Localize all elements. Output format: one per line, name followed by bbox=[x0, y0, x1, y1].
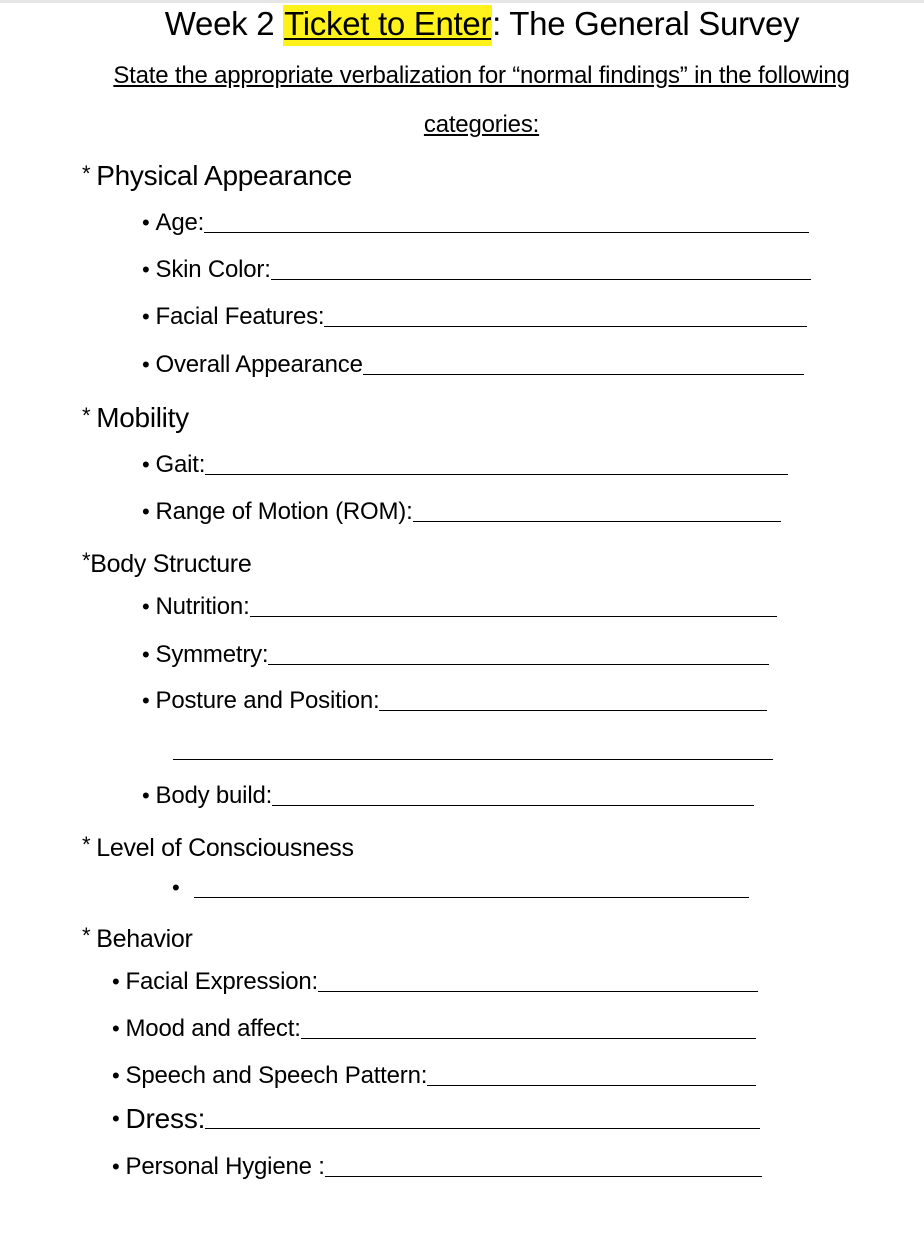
answer-line-age[interactable] bbox=[204, 231, 809, 233]
field-range-of-motion bbox=[142, 497, 781, 527]
instructions-line-2: categories: bbox=[423, 111, 540, 138]
field-label: Overall Appearance bbox=[155, 351, 363, 378]
field-label: Body build: bbox=[155, 782, 273, 809]
heading-label: Physical Appearance bbox=[96, 160, 353, 191]
bullet: • bbox=[142, 304, 150, 329]
bullet: • bbox=[172, 875, 180, 900]
field-label: Facial Expression: bbox=[125, 968, 318, 995]
field-personal-hygiene bbox=[112, 1152, 762, 1182]
bullet: • bbox=[142, 594, 150, 619]
field-label: Age: bbox=[155, 209, 205, 236]
answer-line-facial-features[interactable] bbox=[324, 325, 807, 327]
bullet: • bbox=[142, 352, 150, 377]
field-nutrition bbox=[142, 592, 777, 622]
heading-star: * bbox=[82, 548, 91, 573]
field-speech-pattern bbox=[112, 1061, 756, 1091]
bullet: • bbox=[112, 1063, 120, 1088]
heading-star: * bbox=[82, 832, 91, 857]
answer-line-nutrition[interactable] bbox=[250, 615, 777, 617]
answer-line-gait[interactable] bbox=[205, 473, 788, 475]
answer-line-dress[interactable] bbox=[205, 1127, 760, 1129]
bullet: • bbox=[142, 452, 150, 477]
field-age bbox=[142, 208, 809, 238]
answer-line-symmetry[interactable] bbox=[268, 663, 769, 665]
bullet: • bbox=[142, 257, 150, 282]
field-label: Symmetry: bbox=[155, 641, 269, 668]
section-heading-level-of-consciousness bbox=[82, 828, 354, 865]
bullet: • bbox=[142, 688, 150, 713]
answer-line-mood-and-affect[interactable] bbox=[301, 1037, 756, 1039]
answer-line-skin-color[interactable] bbox=[271, 278, 811, 280]
field-label: Personal Hygiene : bbox=[125, 1153, 325, 1180]
field-mood-and-affect bbox=[112, 1014, 756, 1044]
answer-line-facial-expression[interactable] bbox=[318, 990, 758, 992]
title-highlight: Ticket to Enter bbox=[283, 5, 492, 46]
field-facial-features bbox=[142, 302, 807, 332]
answer-line-posture-and-position[interactable] bbox=[379, 709, 767, 711]
bullet: • bbox=[112, 1154, 120, 1179]
field-dress bbox=[112, 1104, 760, 1134]
answer-line-level-of-consciousness[interactable] bbox=[194, 896, 749, 898]
answer-line-posture-continued[interactable] bbox=[173, 758, 773, 760]
section-heading-mobility bbox=[82, 399, 189, 435]
field-label: Gait: bbox=[155, 451, 206, 478]
bullet: • bbox=[142, 499, 150, 524]
answer-line-body-build[interactable] bbox=[272, 804, 754, 806]
bullet: • bbox=[112, 969, 120, 994]
field-label: Facial Features: bbox=[155, 303, 325, 330]
field-label: Mood and affect: bbox=[125, 1015, 301, 1042]
bullet: • bbox=[112, 1016, 120, 1041]
top-edge-rule bbox=[0, 0, 924, 3]
field-skin-color bbox=[142, 255, 811, 285]
heading-label: Mobility bbox=[96, 402, 189, 433]
bullet: • bbox=[142, 642, 150, 667]
bullet: • bbox=[112, 1106, 120, 1131]
section-heading-body-structure bbox=[82, 544, 251, 581]
field-level-of-consciousness bbox=[172, 873, 749, 903]
section-heading-physical-appearance bbox=[82, 157, 352, 193]
answer-line-personal-hygiene[interactable] bbox=[325, 1175, 762, 1177]
answer-line-overall-appearance[interactable] bbox=[363, 373, 804, 375]
title-suffix: : The General Survey bbox=[492, 5, 800, 42]
section-heading-behavior bbox=[82, 919, 193, 956]
heading-label: Behavior bbox=[96, 925, 193, 953]
field-facial-expression bbox=[112, 967, 758, 997]
bullet: • bbox=[142, 783, 150, 808]
heading-star: * bbox=[82, 403, 91, 428]
field-label: Dress: bbox=[125, 1103, 206, 1134]
bullet: • bbox=[142, 210, 150, 235]
page-title bbox=[0, 4, 924, 44]
field-label: Speech and Speech Pattern: bbox=[125, 1062, 428, 1089]
heading-star: * bbox=[82, 161, 91, 186]
field-posture-and-position bbox=[142, 686, 767, 716]
field-label: Posture and Position: bbox=[155, 687, 380, 714]
answer-line-speech-pattern[interactable] bbox=[427, 1084, 756, 1086]
heading-label: Body Structure bbox=[90, 550, 252, 578]
field-label: Nutrition: bbox=[155, 593, 250, 620]
title-prefix: Week 2 bbox=[164, 5, 284, 42]
instructions-line-1: State the appropriate verbalization for “normal findings” in the following bbox=[113, 62, 850, 89]
field-gait bbox=[142, 450, 788, 480]
heading-label: Level of Consciousness bbox=[96, 834, 354, 862]
heading-star: * bbox=[82, 923, 91, 948]
field-label: Range of Motion (ROM): bbox=[155, 498, 413, 525]
field-overall-appearance bbox=[142, 350, 804, 380]
answer-line-range-of-motion[interactable] bbox=[413, 520, 781, 522]
field-label: Skin Color: bbox=[155, 256, 271, 283]
field-symmetry bbox=[142, 640, 769, 670]
field-body-build bbox=[142, 781, 754, 811]
